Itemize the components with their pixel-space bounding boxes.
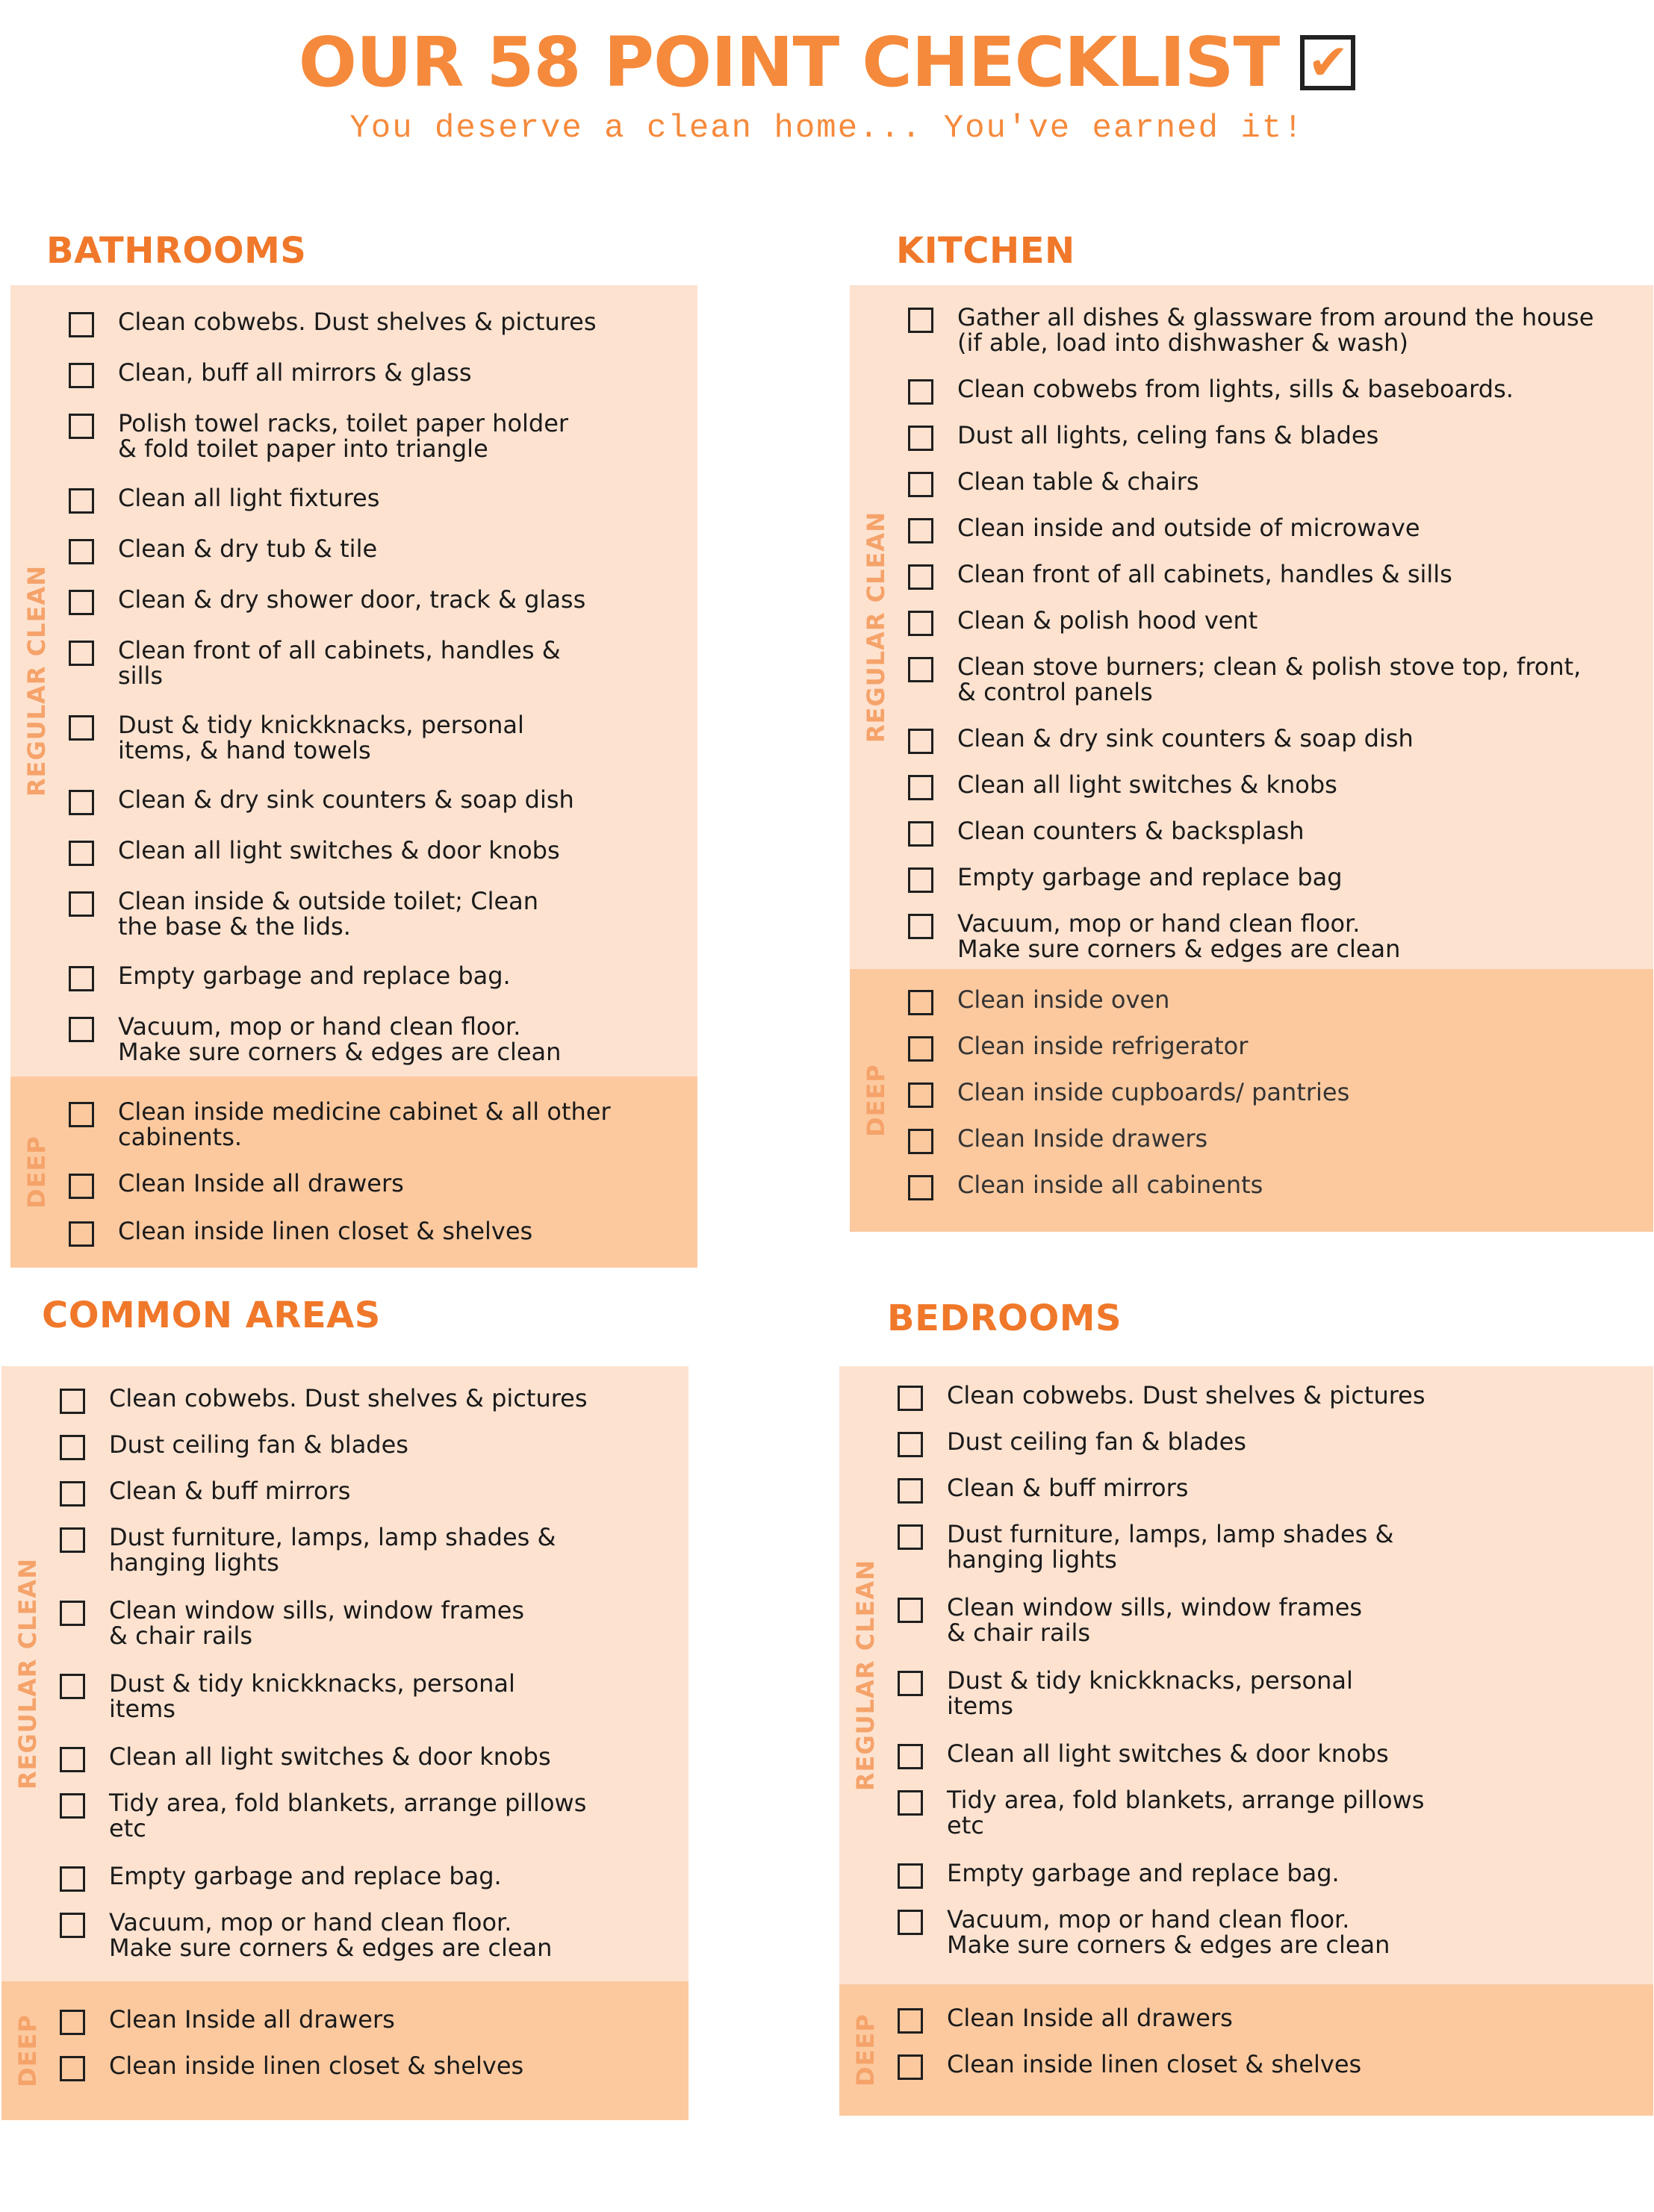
checklist-item-label: Tidy area, fold blankets, arrange pillows etc <box>947 1786 1425 1839</box>
checklist-common-deep <box>1 2007 688 2099</box>
checklist-item <box>60 1432 674 1478</box>
checklist-item <box>908 608 1638 654</box>
checklist-item <box>908 515 1638 561</box>
checkbox[interactable] <box>69 790 94 815</box>
checklist-item-label: Clean window sills, window frames & chair rails <box>109 1596 525 1650</box>
section-title-bedrooms: BEDROOMS <box>887 1297 1122 1339</box>
block-common-deep <box>1 1981 688 2120</box>
checklist-item-label: Vacuum, mop or hand clean floor. Make sure corners & edges are clean <box>947 1905 1390 1959</box>
checklist-item <box>898 2051 1638 2098</box>
checklist-bathrooms-deep <box>10 1099 697 1266</box>
checklist-item-label: Dust & tidy knickknacks, personal items <box>109 1669 515 1723</box>
checklist-item <box>69 587 683 638</box>
checkbox[interactable] <box>69 841 94 866</box>
checklist-item-label: Clean cobwebs. Dust shelves & pictures <box>109 1384 588 1412</box>
checklist-item <box>908 1172 1638 1218</box>
checklist-bedrooms-regular <box>839 1383 1653 1980</box>
checklist-item-label: Clean, buff all mirrors & glass <box>118 358 472 387</box>
checkbox[interactable] <box>908 657 933 682</box>
checklist-bedrooms-deep <box>839 2005 1653 2098</box>
checklist-item-label: Clean inside oven <box>957 985 1170 1014</box>
checklist-item-label: Clean & buff mirrors <box>109 1477 351 1505</box>
checklist-item <box>69 1171 683 1218</box>
block-bedrooms-deep <box>839 1984 1653 2116</box>
checklist-item-label: Clean inside linen closet & shelves <box>947 2050 1362 2078</box>
checklist-item-label: Dust furniture, lamps, lamp shades & hanging lights <box>947 1520 1394 1574</box>
checkbox[interactable] <box>908 914 933 939</box>
checkmark-icon: ✔ <box>1308 33 1349 91</box>
checklist-item <box>908 1126 1638 1172</box>
block-bathrooms-deep <box>10 1077 697 1268</box>
checklist-item-label: Empty garbage and replace bag. <box>947 1859 1340 1887</box>
section-title-common-areas: COMMON AREAS <box>42 1295 381 1336</box>
deep-label: DEEP <box>851 2013 880 2087</box>
checkbox[interactable] <box>908 518 933 543</box>
checkbox[interactable] <box>908 379 933 405</box>
checklist-item-label: Empty garbage and replace bag. <box>118 962 511 990</box>
checklist-item <box>60 1744 674 1790</box>
checklist-item <box>69 411 683 485</box>
checkbox[interactable] <box>908 472 933 497</box>
checklist-item-label: Clean inside refrigerator <box>957 1032 1249 1060</box>
checklist-item-label: Clean window sills, window frames & chair rails <box>947 1593 1363 1647</box>
checkmark-box-icon <box>1300 35 1355 90</box>
checklist-item <box>69 309 683 360</box>
checklist-item <box>69 963 683 1014</box>
checklist-item-label: Clean Inside drawers <box>957 1124 1208 1153</box>
checklist-item-label: Dust & tidy knickknacks, personal items <box>947 1666 1353 1720</box>
checklist-item <box>898 1475 1638 1521</box>
checklist-item <box>908 423 1638 469</box>
checklist-item-label: Clean cobwebs. Dust shelves & pictures <box>118 308 597 336</box>
checklist-item <box>60 1478 674 1524</box>
checklist-item <box>60 1910 674 1983</box>
checkbox[interactable] <box>908 1129 933 1154</box>
checkbox[interactable] <box>69 1102 94 1127</box>
checkbox[interactable] <box>898 1432 923 1457</box>
checklist-item <box>908 726 1638 772</box>
checklist-item <box>69 1099 683 1171</box>
checklist-item <box>69 485 683 536</box>
checklist-item-label: Clean stove burners; clean & polish stove top, front, & control panels <box>957 652 1582 706</box>
deep-label: DEEP <box>862 1064 891 1137</box>
checkbox[interactable] <box>69 312 94 337</box>
checklist-item <box>69 838 683 888</box>
checklist-item <box>898 1787 1638 1860</box>
checkbox[interactable] <box>898 1478 923 1504</box>
checklist-item <box>898 1907 1638 1980</box>
checklist-item <box>898 1429 1638 1475</box>
checkbox[interactable] <box>69 1221 94 1247</box>
checklist-item-label: Clean & dry shower door, track & glass <box>118 585 586 614</box>
checklist-kitchen-deep <box>850 987 1653 1218</box>
block-common-regular <box>1 1366 688 1981</box>
checklist-item <box>908 469 1638 515</box>
regular-clean-label: REGULAR CLEAN <box>13 1558 42 1789</box>
checklist-item <box>69 712 683 787</box>
checklist-item <box>898 1595 1638 1668</box>
checklist-item <box>69 787 683 838</box>
checklist-item-label: Empty garbage and replace bag <box>957 863 1343 891</box>
checkbox[interactable] <box>908 564 933 590</box>
checkbox[interactable] <box>898 1910 923 1935</box>
checkbox[interactable] <box>908 821 933 847</box>
checkbox[interactable] <box>69 488 94 514</box>
checkbox[interactable] <box>908 1036 933 1062</box>
checklist-item <box>60 1386 674 1432</box>
checkbox[interactable] <box>60 1527 85 1553</box>
checkbox[interactable] <box>69 1174 94 1199</box>
checklist-item-label: Clean & dry tub & tile <box>118 535 378 563</box>
checkbox[interactable] <box>898 1386 923 1411</box>
checklist-item <box>60 1863 674 1910</box>
checkbox[interactable] <box>60 1481 85 1507</box>
checklist-item-label: Dust all lights, celing fans & blades <box>957 421 1379 449</box>
checklist-item-label: Clean inside cupboards/ pantries <box>957 1078 1350 1106</box>
block-kitchen-deep <box>850 969 1653 1232</box>
checkbox[interactable] <box>908 1082 933 1108</box>
checkbox[interactable] <box>60 1913 85 1938</box>
checkbox[interactable] <box>69 641 94 666</box>
checkbox[interactable] <box>898 1790 923 1816</box>
checklist-item-label: Clean front of all cabinets, handles & sills <box>957 560 1452 588</box>
checkbox[interactable] <box>908 308 933 333</box>
checkbox[interactable] <box>898 1598 923 1623</box>
checklist-item-label: Clean & polish hood vent <box>957 606 1258 635</box>
checklist-item-label: Vacuum, mop or hand clean floor. Make sure corners & edges are clean <box>109 1908 553 1962</box>
checkbox[interactable] <box>908 611 933 636</box>
checklist-item <box>898 1521 1638 1595</box>
checklist-item-label: Clean Inside all drawers <box>109 2005 395 2034</box>
block-bathrooms-regular <box>10 285 697 1077</box>
checklist-item-label: Clean inside linen closet & shelves <box>109 2051 524 2080</box>
checklist-item <box>69 360 683 411</box>
checklist-item-label: Clean Inside all drawers <box>947 2004 1233 2032</box>
checklist-item-label: Dust ceiling fan & blades <box>109 1430 408 1459</box>
checklist-item <box>908 376 1638 423</box>
checkbox[interactable] <box>60 2056 85 2081</box>
checkbox[interactable] <box>69 1017 94 1042</box>
checklist-item-label: Vacuum, mop or hand clean floor. Make sure corners & edges are clean <box>957 909 1401 963</box>
checklist-item <box>60 2053 674 2099</box>
checkbox[interactable] <box>898 1671 923 1696</box>
checkbox[interactable] <box>69 363 94 388</box>
checklist-item-label: Polish towel racks, toilet paper holder & fold toilet paper into triangle <box>118 409 569 463</box>
deep-label: DEEP <box>22 1135 52 1209</box>
block-kitchen-regular <box>850 285 1653 969</box>
checklist-item-label: Clean & dry sink counters & soap dish <box>118 785 574 814</box>
checkbox[interactable] <box>898 2054 923 2080</box>
panel-common-areas <box>1 1366 688 2120</box>
checklist-item-label: Clean cobwebs. Dust shelves & pictures <box>947 1381 1426 1409</box>
checklist-item <box>898 1860 1638 1907</box>
checklist-item-label: Dust furniture, lamps, lamp shades & hanging lights <box>109 1523 556 1577</box>
checklist-item <box>69 888 683 963</box>
checklist-item-label: Clean counters & backsplash <box>957 817 1305 845</box>
checklist-item-label: Clean cobwebs from lights, sills & baseboards. <box>957 375 1514 403</box>
checkbox[interactable] <box>898 1863 923 1889</box>
page-header <box>0 22 1654 147</box>
checkbox[interactable] <box>60 2010 85 2035</box>
checkbox[interactable] <box>908 990 933 1015</box>
checkbox[interactable] <box>60 1747 85 1772</box>
checklist-item-label: Clean & dry sink counters & soap dish <box>957 724 1414 753</box>
checklist-item-label: Clean all light switches & knobs <box>957 770 1337 799</box>
checklist-item-label: Vacuum, mop or hand clean floor. Make sure corners & edges are clean <box>118 1012 562 1066</box>
checklist-item-label: Clean & buff mirrors <box>947 1474 1189 1502</box>
page-subtitle: You deserve a clean home... You've earned it! <box>349 110 1305 147</box>
checkbox[interactable] <box>898 2008 923 2034</box>
checkbox[interactable] <box>69 966 94 991</box>
checklist-item-label: Gather all dishes & glassware from around the house (if able, load into dishwasher & wash) <box>957 303 1594 357</box>
checklist-item-label: Dust ceiling fan & blades <box>947 1427 1246 1456</box>
checkbox[interactable] <box>908 867 933 893</box>
panel-bathrooms <box>10 285 697 1268</box>
checkbox[interactable] <box>60 1601 85 1626</box>
checkbox[interactable] <box>898 1744 923 1769</box>
checklist-item-label: Clean inside and outside of microwave <box>957 514 1420 542</box>
checklist-item-label: Clean all light switches & door knobs <box>109 1742 551 1771</box>
checklist-item <box>908 864 1638 911</box>
checklist-item <box>60 2007 674 2053</box>
checklist-item <box>898 1383 1638 1429</box>
checkbox[interactable] <box>908 775 933 800</box>
checkbox[interactable] <box>898 1524 923 1550</box>
panel-kitchen <box>850 285 1653 1232</box>
checkbox[interactable] <box>69 590 94 615</box>
deep-label: DEEP <box>13 2014 43 2087</box>
page-title: OUR 58 POINT CHECKLIST <box>298 22 1280 102</box>
checklist-item-label: Clean inside medicine cabinet & all other cabinents. <box>118 1097 611 1151</box>
checklist-item-label: Clean Inside all drawers <box>118 1169 404 1197</box>
checkbox[interactable] <box>60 1866 85 1892</box>
checkbox[interactable] <box>908 1175 933 1200</box>
checklist-item <box>908 305 1638 376</box>
checklist-item-label: Clean inside all cabinents <box>957 1171 1263 1199</box>
block-bedrooms-regular <box>839 1366 1653 1984</box>
checklist-item-label: Clean front of all cabinets, handles & sills <box>118 636 561 690</box>
checkbox[interactable] <box>60 1435 85 1460</box>
checklist-item-label: Clean all light switches & door knobs <box>947 1739 1389 1768</box>
checkbox[interactable] <box>69 414 94 439</box>
checklist-item <box>60 1671 674 1744</box>
checklist-item-label: Empty garbage and replace bag. <box>109 1862 502 1890</box>
checklist-common-regular <box>1 1386 688 1983</box>
checkbox[interactable] <box>69 891 94 917</box>
checklist-item-label: Clean all light switches & door knobs <box>118 836 560 864</box>
checklist-item <box>908 1079 1638 1126</box>
section-title-kitchen: KITCHEN <box>896 230 1075 272</box>
regular-clean-label: REGULAR CLEAN <box>851 1560 880 1791</box>
checklist-item <box>60 1790 674 1863</box>
checklist-item <box>69 1218 683 1266</box>
checklist-item <box>898 1741 1638 1787</box>
checklist-item <box>908 772 1638 818</box>
checklist-item <box>60 1524 674 1598</box>
checklist-item-label: Clean all light fixtures <box>118 484 380 512</box>
page-title-row <box>299 22 1356 102</box>
regular-clean-label: REGULAR CLEAN <box>862 511 890 743</box>
checkbox[interactable] <box>60 1793 85 1819</box>
checklist-item <box>908 987 1638 1033</box>
checkbox[interactable] <box>69 715 94 741</box>
checkbox[interactable] <box>60 1389 85 1414</box>
checkbox[interactable] <box>69 539 94 564</box>
checklist-bathrooms-regular <box>10 309 697 1088</box>
checklist-item <box>898 1668 1638 1741</box>
section-title-bathrooms: BATHROOMS <box>46 230 307 272</box>
checklist-item <box>69 536 683 587</box>
checklist-item-label: Clean inside linen closet & shelves <box>118 1217 533 1245</box>
checklist-item-label: Clean table & chairs <box>957 467 1199 496</box>
checkbox[interactable] <box>60 1674 85 1699</box>
checklist-kitchen-regular <box>850 305 1653 982</box>
checklist-item <box>908 1033 1638 1079</box>
regular-clean-label: REGULAR CLEAN <box>22 565 51 797</box>
checklist-item-label: Clean inside & outside toilet; Clean the base & the lids. <box>118 887 539 941</box>
panel-bedrooms <box>839 1366 1653 2116</box>
checklist-item <box>908 561 1638 608</box>
checklist-item <box>908 654 1638 726</box>
checkbox[interactable] <box>908 729 933 754</box>
checklist-item <box>60 1598 674 1671</box>
checklist-item <box>908 818 1638 864</box>
checkbox[interactable] <box>908 426 933 451</box>
checklist-item <box>69 638 683 712</box>
checklist-item-label: Tidy area, fold blankets, arrange pillows etc <box>109 1789 587 1842</box>
checklist-item-label: Dust & tidy knickknacks, personal items, & hand towels <box>118 711 524 764</box>
checklist-item <box>898 2005 1638 2051</box>
